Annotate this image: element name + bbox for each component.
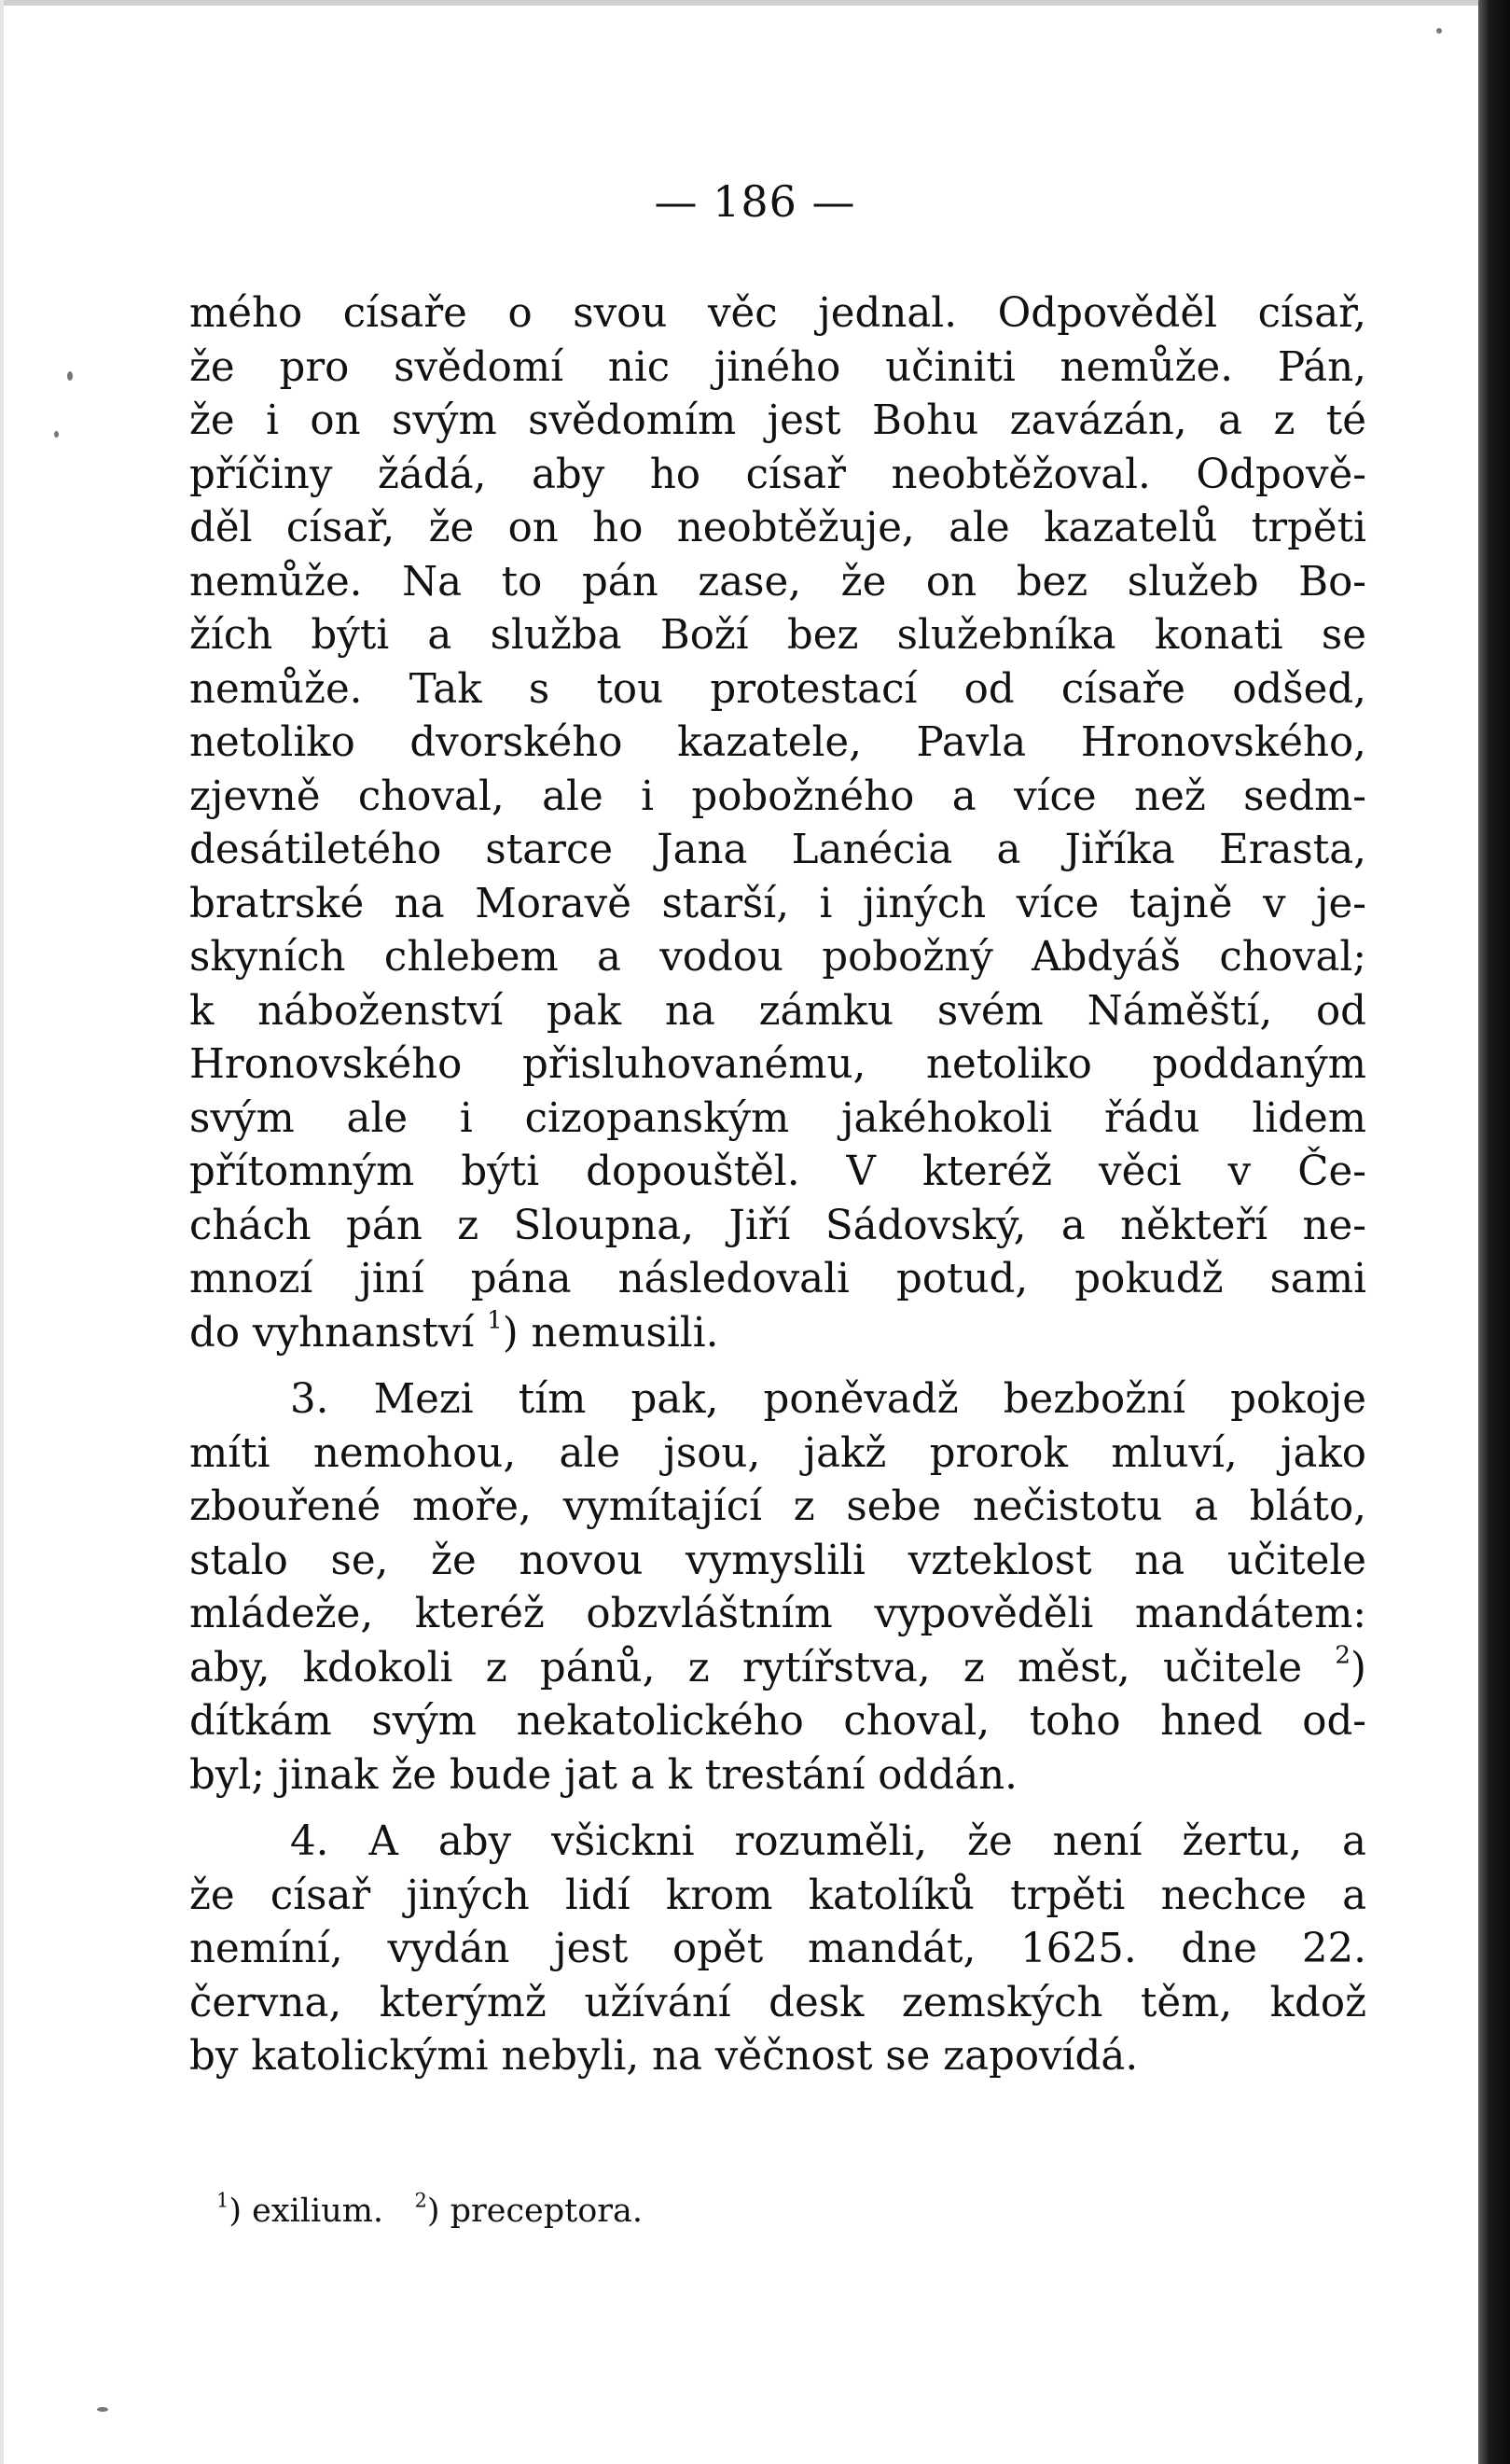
text-fragment: ) [1351, 1644, 1366, 1691]
text-fragment: aby, kdokoli z pánů, z rytířstva, z měst, učitele [189, 1644, 1336, 1691]
text-line: by katolickými nebyli, na věčnost se zapovídá. [189, 2033, 1139, 2080]
text-line: nemůže. Tak s tou protestací od císaře odšed, [189, 665, 1366, 713]
text-line: míti nemohou, ale jsou, jakž prorok mluví, jako [189, 1429, 1366, 1477]
text-line: 3. Mezi tím pak, poněvadž bezbožní pokoje [290, 1376, 1366, 1423]
footnotes [216, 2189, 643, 2234]
text-line: nemůže. Na to pán zase, že on bez služeb Bo- [189, 558, 1366, 606]
scan-edge-top [0, 0, 1510, 6]
text-line: skyních chlebem a vodou pobožný Abdyáš choval; [189, 934, 1366, 981]
text-line: děl císař, že on ho neobtěžuje, ale kazatelů trpěti [189, 505, 1366, 551]
text-line: žích býti a služba Boží bez služebníka konati se [189, 612, 1366, 659]
text-line: k náboženství pak na zámku svém Náměští, od [189, 987, 1366, 1035]
text-line: bratrské na Moravě starší, i jiných více tajně v je- [189, 880, 1366, 927]
text-line: Hronovského přisluhovanému, netoliko poddaným [189, 1041, 1366, 1088]
scan-speck [1436, 28, 1442, 34]
text-line: přítomným býti dopouštěl. V kteréž věci v Če- [189, 1148, 1366, 1195]
page-number: — 186 — [654, 176, 856, 227]
footnote-1: ) exilium. [229, 2193, 384, 2230]
text-line: chách pán z Sloupna, Jiří Sádovský, a někteří ne- [189, 1202, 1366, 1249]
text-line [189, 1642, 1366, 1696]
text-line: 4. A aby všickni rozuměli, že není žertu, a [290, 1818, 1366, 1865]
scan-speck [97, 2407, 108, 2412]
footnote-ref-1: 1 [487, 1305, 503, 1334]
text-line: mého císaře o svou věc jednal. Odpověděl císař, [189, 290, 1366, 337]
paragraph-gap [189, 1360, 1366, 1373]
text-line: června, kterýmž užívání desk zemských těm, kdož [189, 1979, 1366, 2026]
paragraph-3 [189, 1816, 1366, 2084]
scan-edge-left [0, 0, 4, 2464]
text-line: byl; jinak že bude jat a k trestání oddán. [189, 1751, 1018, 1799]
scan-speck [54, 431, 59, 438]
text-line: že císař jiných lidí krom katolíků trpěti nechce a [189, 1872, 1366, 1919]
text-fragment: ) nemusili. [502, 1309, 719, 1357]
footnote-2: ) preceptora. [426, 2193, 644, 2230]
text-line [189, 1307, 1366, 1361]
paragraph-2 [189, 1373, 1366, 1803]
text-line: mládeže, kteréž obzvláštním vypověděli mandátem: [189, 1591, 1366, 1637]
paragraph-1 [189, 287, 1366, 1360]
footnote-mark-2: 2 [414, 2189, 427, 2212]
text-line: stalo se, že novou vymyslili vzteklost na učitele [189, 1537, 1366, 1584]
body-text [189, 287, 1366, 2084]
scan-edge-right [1478, 0, 1510, 2464]
text-line: že pro svědomí nic jiného učiniti nemůže. Pán, [189, 343, 1366, 391]
footnote-ref-2: 2 [1335, 1640, 1351, 1669]
footnote-mark-1: 1 [216, 2189, 229, 2212]
text-line: desátiletého starce Jana Lanécia a Jiříka Erasta, [189, 827, 1366, 873]
text-line: nemíní, vydán jest opět mandát, 1625. dne 22. [189, 1926, 1366, 1972]
text-line: zbouřené moře, vymítající z sebe nečistotu a bláto, [189, 1483, 1366, 1530]
scan-speck [67, 371, 73, 381]
text-line: dítkám svým nekatolického choval, toho hned od- [189, 1698, 1366, 1745]
text-line: že i on svým svědomím jest Bohu zavázán, a z té [189, 397, 1366, 444]
text-line: netoliko dvorského kazatele, Pavla Hronovského, [189, 719, 1366, 766]
text-fragment: do vyhnanství [189, 1309, 488, 1357]
text-line: mnozí jiní pána následovali potud, pokudž sami [189, 1256, 1366, 1302]
text-line: zjevně choval, ale i pobožného a více než sedm- [189, 773, 1366, 820]
paragraph-gap [189, 1803, 1366, 1816]
text-line: svým ale i cizopanským jakéhokoli řádu lidem [189, 1094, 1366, 1142]
text-line: příčiny žádá, aby ho císař neobtěžoval. Odpově- [189, 451, 1366, 498]
